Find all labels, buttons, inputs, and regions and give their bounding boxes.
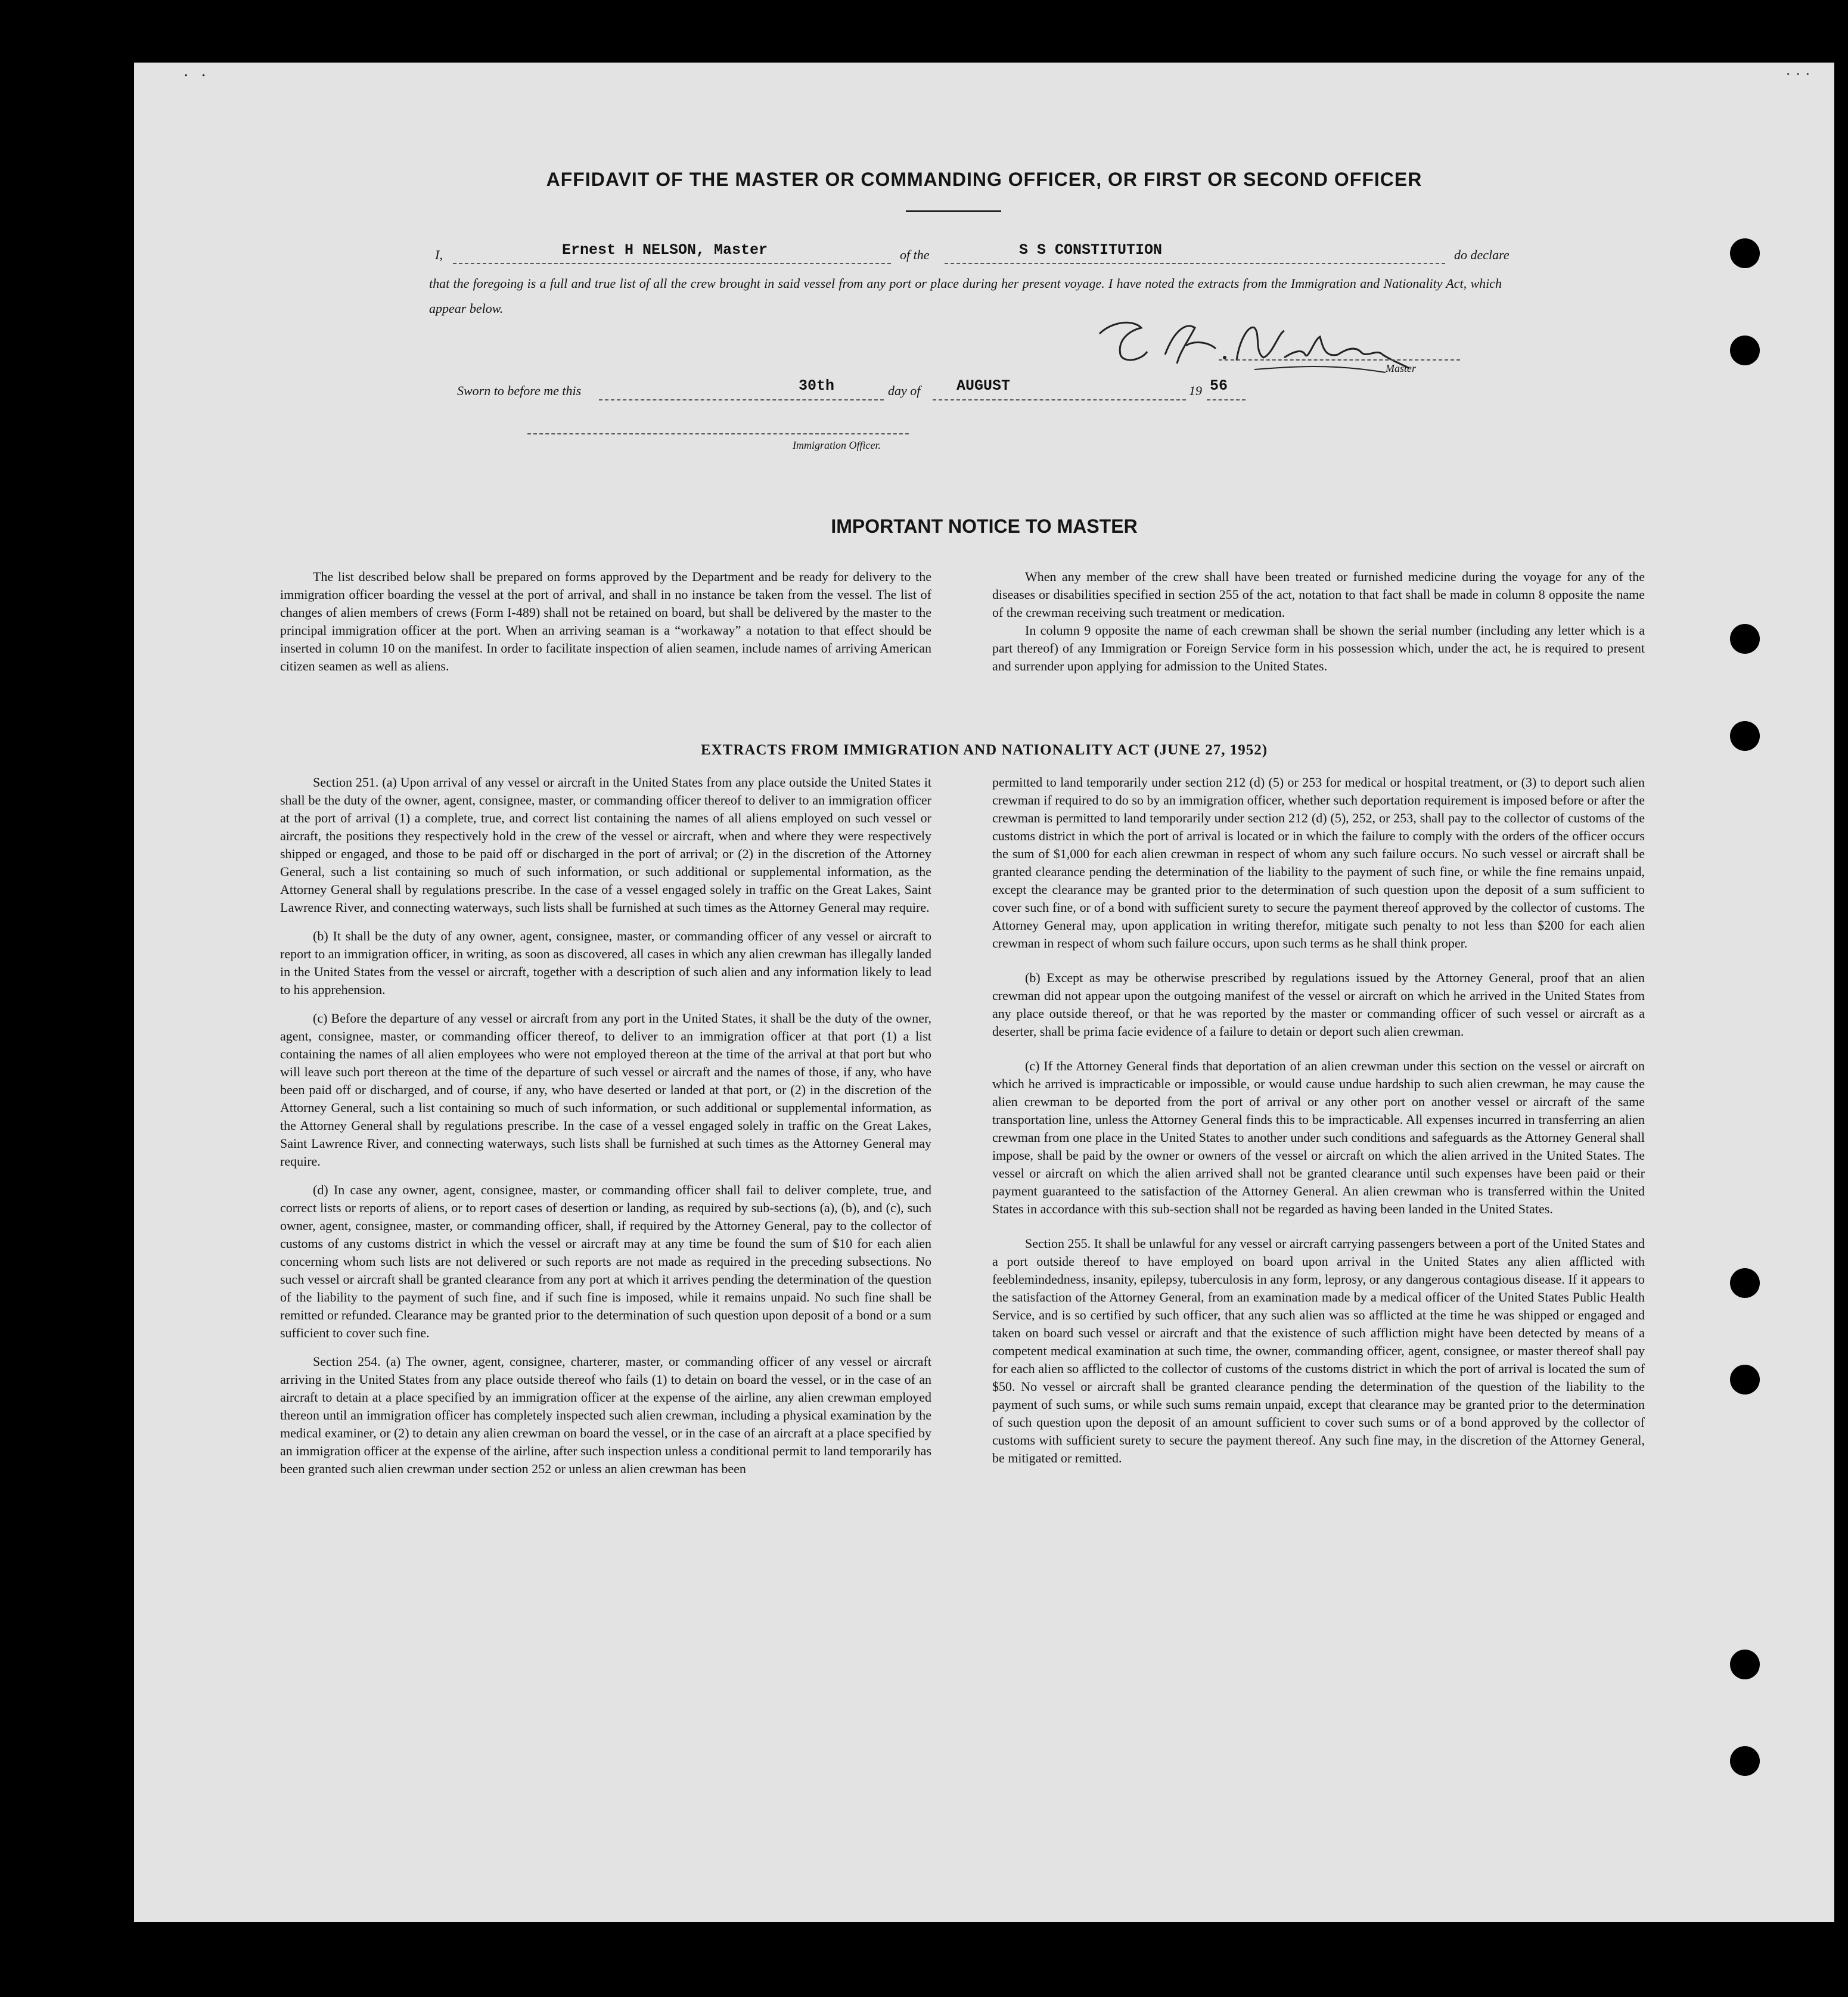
section-paragraph: (b) Except as may be otherwise prescribed by regulations issued by the Attorney General, proof that an alien crewman did not appear upon the outgoing manifest of the vessel or aircraft on which he arrived in the United States from any place outside thereof, or that he was reported by the master or commanding officer of such vessel or aircraft as a deserter, shall be prima facie evidence of a failure to detain or deport such alien crewman. <box>992 970 1645 1039</box>
signature-line <box>1219 359 1460 361</box>
day-of-label: day of <box>888 383 921 398</box>
notice-paragraph: In column 9 opposite the name of each crewman shall be shown the serial number (including any letter which is a part thereof) of any Immigration or Foreign Service form in his possession which, under the act, he is required to present and surrender upon applying for admission to the United States. <box>992 623 1645 673</box>
punch-hole <box>1730 1268 1760 1298</box>
name-line <box>453 263 891 264</box>
scan-artifact-marks: · · <box>183 66 210 85</box>
sworn-label: Sworn to before me this <box>457 383 582 398</box>
day-field: 30th <box>799 377 835 395</box>
section-paragraph: (c) Before the departure of any vessel or aircraft from any port in the United States, it shall be the duty of the owner, agent, consignee, master, or commanding officer thereof, to deliver to an immigration officer at that port (1) a list containing the names of all alien employees who were not employed thereon at the time of the arrival at that port but who will leave such port thereon at the time of the departure of such vessel or aircraft and the names of those, if any, who have been paid off or discharged, and of course, if any, who have deserted or landed at that port, or (2) in the discretion of the Attorney General, such a list containing so much of such information, or such additional or supplemental information, as the Attorney General shall by regulations prescribe. In the case of a vessel engaged solely in traffic on the Great Lakes, Saint Lawrence River, and connecting waterways, such lists shall be furnished at such times as the Attorney General may require. <box>280 1011 931 1169</box>
scan-artifact-marks-right: · · · <box>1785 66 1810 84</box>
extracts-title: EXTRACTS FROM IMMIGRATION AND NATIONALITY ACT (JUNE 27, 1952) <box>700 742 1268 758</box>
officer-line <box>527 433 909 434</box>
section-paragraph: Section 251. (a) Upon arrival of any vessel or aircraft in the United States from any place outside the United States it shall be the duty of the owner, agent, consignee, master, or commanding officer thereof to deliver to an immigration officer at the port of arrival (1) a complete, true, and correct list containing the names of all aliens employed on such vessel or aircraft, the positions they respectively hold in the crew of the vessel or aircraft, when and where they were respectively shipped or engaged, and those to be paid off or discharged in the port of arrival; or (2) in the discretion of the Attorney General, such a list containing so much of such information, or such additional or supplemental information, as the Attorney General shall by regulations prescribe. In the case of a vessel engaged solely in traffic on the Great Lakes, Saint Lawrence River, and connecting waterways, such lists shall be furnished at such times as the Attorney General may require. <box>280 775 931 915</box>
pronoun-label: I, <box>435 247 443 262</box>
extracts-left-column <box>280 774 931 1478</box>
punch-hole <box>1730 1650 1760 1679</box>
master-title-label: Master <box>1386 362 1416 374</box>
year-line <box>1207 399 1246 400</box>
section-paragraph: (d) In case any owner, agent, consignee, master, or commanding officer shall fail to deliver complete, true, and correct lists or reports of aliens, or to report cases of desertion or landing, as required by sub-sections (a), (b), and (c), such owner, agent, consignee, master, or commanding officer, shall, if required by the Attorney General, pay to the collector of customs of any customs district in which the vessel or aircraft may at any time be found the sum of $10 for each alien concerning whom such lists are not delivered or such reports are not made as required in the preceding subsections. No such vessel or aircraft shall be granted clearance from any port at which it arrives pending the determination of the question of the liability to the payment of such fine, and if such fine is imposed, while it remains unpaid. No such fine shall be remitted or refunded. Clearance may be granted prior to the determination of such question upon deposit of a bond or a sum sufficient to cover such fine. <box>280 1182 931 1340</box>
vessel-line <box>945 263 1445 264</box>
year-prefix-label: 19 <box>1189 383 1202 398</box>
punch-hole <box>1730 624 1760 654</box>
section-paragraph: permitted to land temporarily under section 212 (d) (5) or 253 for medical or hospital treatment, or (3) to deport such alien crewman if required to do so by an immigration officer, whether such deportation requirement is imposed before or after the crewman is permitted to land temporarily under section 212 (d) (5), 252, or 253, shall pay to the collector of customs of the customs district in which the port of arrival is located or in which the failure to comply with the orders of the officer occurs the sum of $1,000 for each alien crewman in respect of whom any such failure occurs. No such vessel or aircraft shall be granted clearance pending the determination of the liability to the payment of such fine, or while the fine remains unpaid, except the clearance may be granted prior to the determination of such question upon the deposit of a sum sufficient to cover such fine, or of a bond with sufficient surety to secure the payment thereof approved by the collector of customs. The Attorney General may, upon application in writing therefor, mitigate such penalty to not less than $200 for each alien crewman in respect of whom such failure occurs, upon such terms as he shall think proper. <box>992 775 1645 951</box>
notice-title: IMPORTANT NOTICE TO MASTER <box>831 515 1138 537</box>
month-line <box>933 399 1186 400</box>
section-paragraph: (c) If the Attorney General finds that deportation of an alien crewman under this section on the vessel or aircraft on which he arrived is impracticable or impossible, or would cause undue hardship to such alien crewman, he may cause the alien crewman to be deported from the port of arrival or any other port on another vessel or aircraft of the same transportation line, unless the Attorney General finds this to be impracticable. All expenses incurred in transferring an alien crewman from one place in the United States to another under such conditions and safeguards as the Attorney General shall impose, shall be paid by the owner or owners of the vessel or aircraft on which the alien arrived in the United States. The vessel or aircraft on which the alien arrived shall not be granted clearance until such expenses have been paid or their payment guaranteed to the satisfaction of the Attorney General. An alien crewman who is transferred within the United States in accordance with this sub-section shall not be regarded as having been landed in the United States. <box>992 1058 1645 1216</box>
notice-left-column <box>280 568 931 675</box>
immigration-officer-label: Immigration Officer. <box>793 439 881 451</box>
punch-hole <box>1730 1365 1760 1395</box>
extracts-right-column <box>992 774 1645 1467</box>
vessel-name-field: S S CONSTITUTION <box>1019 241 1163 259</box>
punch-hole <box>1730 336 1760 365</box>
day-line <box>599 399 884 400</box>
section-paragraph: (b) It shall be the duty of any owner, agent, consignee, master, or commanding officer of any vessel or aircraft to report to an immigration officer, in writing, as soon as discovered, all cases in which any alien crewman has illegally landed in the United States from the vessel or aircraft, together with a description of such alien and any information likely to lead to his apprehension. <box>280 928 931 997</box>
notice-paragraph: When any member of the crew shall have been treated or furnished medicine during the voyage for any of the diseases or disabilities specified in section 255 of the act, notation to that fact shall be made in column 8 opposite the name of the crewman receiving such treatment or medication. <box>992 569 1645 620</box>
year-field: 56 <box>1210 377 1228 395</box>
master-name-field: Ernest H NELSON, Master <box>562 241 768 259</box>
do-declare-label: do declare <box>1454 247 1510 262</box>
month-field: AUGUST <box>956 377 1011 395</box>
title-rule <box>906 210 1001 212</box>
of-the-label: of the <box>900 247 930 262</box>
declaration-text: that the foregoing is a full and true list of all the crew brought in said vessel from any port or place during her present voyage. I have noted the extracts from the Immigration and Nationality Act, which appear below. <box>429 276 1502 316</box>
affidavit-title: AFFIDAVIT OF THE MASTER OR COMMANDING OFFICER, OR FIRST OR SECOND OFFICER <box>546 169 1423 190</box>
notice-paragraph: The list described below shall be prepared on forms approved by the Department and be ready for delivery to the immigration officer boarding the vessel at the port of arrival, and shall in no instance be taken from the vessel. The list of changes of alien members of crews (Form I-489) shall not be retained on board, but shall be delivered by the master to the principal immigration officer at the port. When an arriving seaman is a “workaway” a notation to that effect should be inserted in column 10 on the manifest. In order to facilitate inspection of alien seamen, include names of arriving American citizen seamen as well as aliens. <box>280 569 931 673</box>
punch-hole <box>1730 238 1760 268</box>
master-signature <box>1076 298 1421 387</box>
document-page <box>134 63 1834 1922</box>
section-paragraph: Section 255. It shall be unlawful for any vessel or aircraft carrying passengers between a port of the United States and a port outside thereof to have employed on board upon arrival in the United States any alien afflicted with feeblemindedness, insanity, epilepsy, tuberculosis in any form, leprosy, or any dangerous contagious disease. If it appears to the satisfaction of the Attorney General, from an examination made by a medical officer of the United States Public Health Service, and is so certified by such officer, that any such alien was so afflicted at the time he was shipped or engaged and taken on board such vessel or aircraft and that the existence of such affliction might have been detected by means of a competent medical examination at such time, the owner, commanding officer, agent, consignee, or master thereof shall pay for each alien so afflicted to the collector of customs of the customs district in which the port of arrival is located the sum of $50. No vessel or aircraft shall be granted clearance pending the determination of the question of the liability to the payment of such sums, or while such sums remain unpaid, except that clearance may be granted prior to the determination of such question upon the deposit of an amount sufficient to cover such sums or of a bond approved by the collector of customs with sufficient surety to secure the payment thereof. Any such fine may, in the discretion of the Attorney General, be mitigated or remitted. <box>992 1236 1645 1465</box>
punch-hole <box>1730 1746 1760 1776</box>
notice-right-column <box>992 568 1645 675</box>
section-paragraph: Section 254. (a) The owner, agent, consignee, charterer, master, or commanding officer of any vessel or aircraft arriving in the United States from any place outside thereof who fails (1) to detain on board the vessel, or in the case of an aircraft to detain at a place specified by an immigration officer at the expense of the airline, any alien crewman employed thereon until an immigration officer has completely inspected such alien crewman, including a physical examination by the medical examiner, or (2) to detain any alien crewman on board the vessel, or in the case of an aircraft at a place specified by an immigration officer at the expense of the airline, after such inspection unless a conditional permit to land temporarily has been granted such alien crewman under section 252 or unless an alien crewman has been <box>280 1354 931 1476</box>
